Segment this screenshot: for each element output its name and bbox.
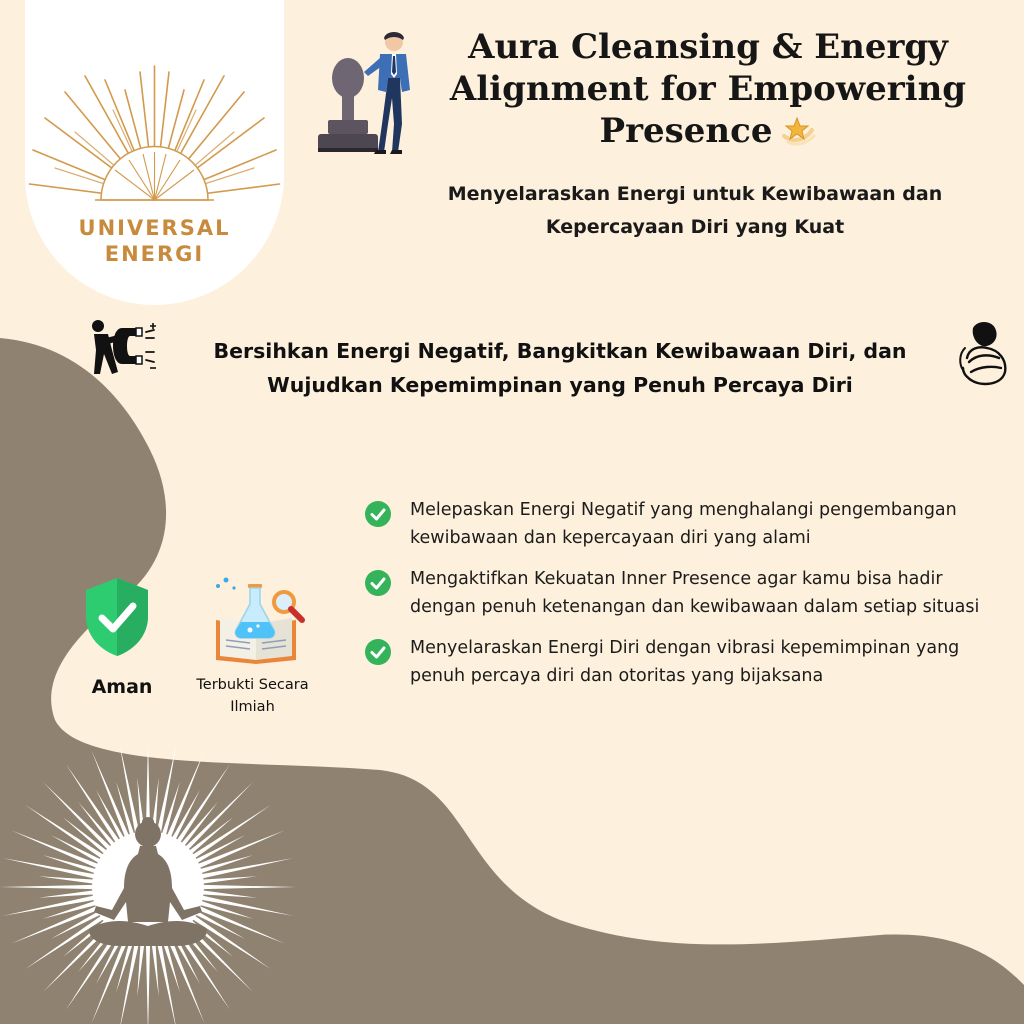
check-circle-icon — [364, 500, 392, 528]
title-line3: Presence — [599, 111, 773, 151]
meditation-figure-icon — [0, 742, 300, 1024]
page-subtitle — [420, 178, 970, 244]
science-book-icon — [210, 574, 306, 666]
headline-line2: Wujudkan Kepemimpinan yang Penuh Percaya Diri — [267, 373, 853, 397]
benefit-text: Mengaktifkan Kekuatan Inner Presence agar kamu bisa hadir dengan penuh ketenangan dan kewibawaan dalam setiap situasi — [410, 569, 980, 617]
brand-logo-card — [25, 0, 284, 305]
headline — [170, 334, 950, 402]
self-hug-icon — [955, 318, 1015, 386]
businessman-stamp-icon — [314, 28, 414, 156]
shield-check-icon — [82, 576, 152, 658]
badge-safe-label: Aman — [91, 676, 153, 698]
benefits-list — [364, 496, 1004, 703]
list-item — [364, 634, 1004, 690]
benefit-text: Melepaskan Energi Negatif yang menghalangi pengembangan kewibawaan dan kepercayaan diri yang alami — [410, 500, 957, 548]
headline-line1: Bersihkan Energi Negatif, Bangkitkan Kewibawaan Diri, dan — [213, 339, 907, 363]
sparkle-star-icon — [778, 112, 816, 146]
check-circle-icon — [364, 569, 392, 597]
title-line2: Alignment for Empowering — [449, 69, 967, 109]
badge-science-line1: Terbukti Secara — [196, 677, 309, 693]
brand-name-line2: ENERGI — [104, 242, 205, 266]
page-title — [428, 26, 988, 152]
magnet-person-icon — [88, 318, 168, 378]
subtitle-line1: Menyelaraskan Energi untuk Kewibawaan dan — [447, 183, 943, 205]
subtitle-line2: Kepercayaan Diri yang Kuat — [545, 216, 845, 238]
brand-name-line1: UNIVERSAL — [78, 216, 231, 240]
title-line1: Aura Cleansing & Energy — [468, 27, 948, 67]
list-item — [364, 496, 1004, 552]
badge-science-label — [180, 674, 325, 718]
list-item — [364, 565, 1004, 621]
badge-science-line2: Ilmiah — [230, 699, 275, 715]
benefit-text: Menyelaraskan Energi Diri dengan vibrasi kepemimpinan yang penuh percaya diri dan otoritas yang bijaksana — [410, 638, 960, 686]
check-circle-icon — [364, 638, 392, 666]
